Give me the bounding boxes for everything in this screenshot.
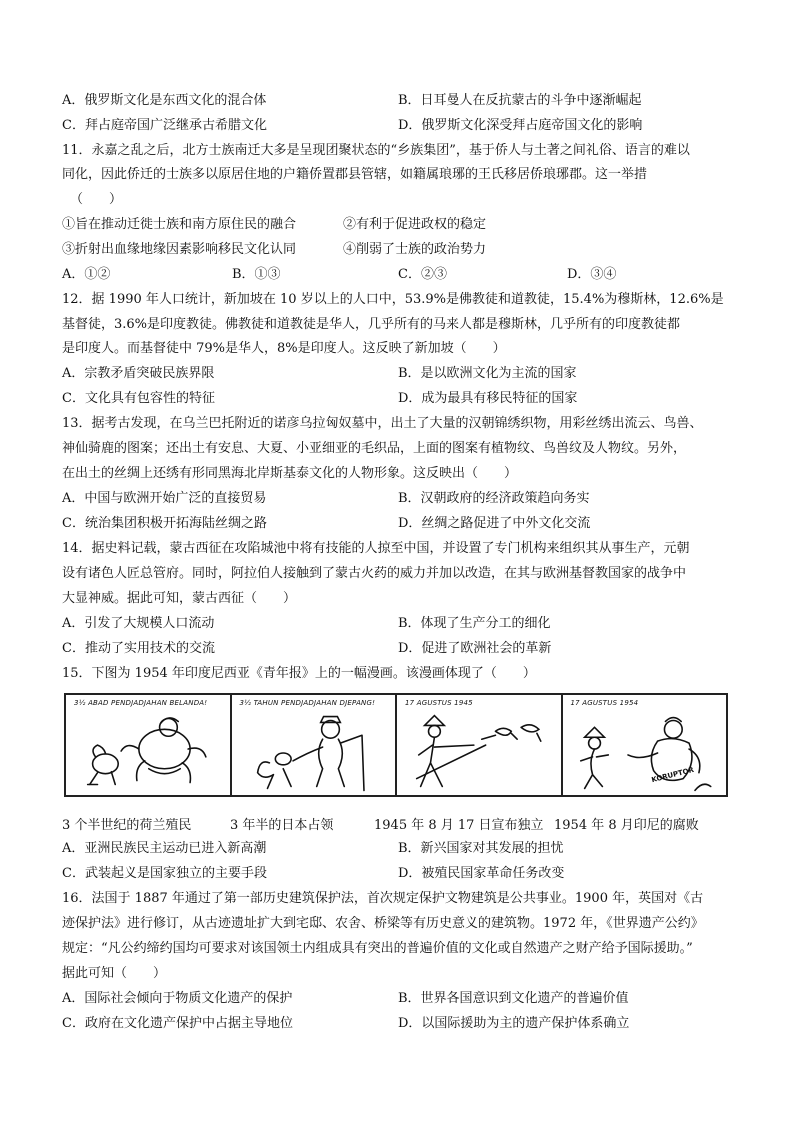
q11-item-1: ①旨在推动迁徙士族和南方原住民的融合 [62, 217, 297, 232]
q11-item-4: ④削弱了士族的政治势力 [343, 242, 487, 257]
comic-captions [62, 817, 699, 834]
q15-option-b: B．新兴国家对其发展的担忧 [398, 841, 564, 856]
panel4-koruptor-label: KORUPTOR [650, 765, 695, 785]
q10-option-d: D．俄罗斯文化深受拜占庭帝国文化的影响 [398, 118, 643, 133]
q13-option-c: C．统治集团积极开拓海陆丝绸之路 [62, 516, 267, 531]
q14-option-d: D．促进了欧洲社会的革新 [398, 641, 552, 656]
q13-option-a: A．中国与欧洲开始广泛的直接贸易 [62, 491, 267, 506]
q15-stem: 15．下图为 1954 年印度尼西亚《青年报》上的一幅漫画。该漫画体现了（ ） [62, 666, 536, 681]
q11-stem-line1: 11．永嘉之乱之后，北方士族南迁大多是呈现团聚状态的“乡族集团”，基于侨人与土著之间礼俗、语言的难以 [62, 143, 690, 158]
q15-option-a: A．亚洲民族民主运动已进入新高潮 [62, 841, 267, 856]
q14-option-a: A．引发了大规模人口流动 [62, 616, 215, 631]
q11-stem-line2: 同化，因此侨迁的士族多以原居住地的户籍侨置郡县管辖，如籍属琅琊的王氏移居侨琅琊郡。这一举措 [62, 167, 648, 182]
q14-option-c: C．推动了实用技术的交流 [62, 641, 215, 656]
panel1-caption: 3½ ABAD PENDJADJAHAN BELANDA! [74, 699, 208, 707]
q14-stem-line2: 设有诸色人匠总管府。同时，阿拉伯人接触到了蒙古火药的威力并加以改造，在其与欧洲基督教国家的战争中 [62, 566, 687, 581]
comic-panel-dutch [66, 695, 232, 795]
panel2-caption: 3½ TAHUN PENDJADJAHAN DJEPANG! [239, 699, 376, 707]
panel3-caption: 17 AGUSTUS 1945 [405, 699, 473, 707]
comic-panel-independence [397, 695, 563, 795]
q11-item-3: ③折射出血缘地缘因素影响移民文化认同 [62, 242, 297, 257]
q14-option-b: B．体现了生产分工的细化 [398, 616, 551, 631]
q10-option-b: B．日耳曼人在反抗蒙古的斗争中逐渐崛起 [398, 93, 642, 108]
panel1-drawing [66, 709, 230, 795]
q14-stem-line1: 14．据史料记载，蒙古西征在攻陷城池中将有技能的人掠至中国，并设置了专门机构来组织其从事生产，元朝 [62, 541, 690, 556]
q11-option-b: B．①③ [232, 267, 281, 282]
q13-stem-line2: 神仙骑鹿的图案；还出土有安息、大夏、小亚细亚的毛织品，上面的图案有植物纹、鸟兽纹及人物纹。另外， [62, 441, 687, 456]
q12-stem-line3: 是印度人。而基督徒中 79%是华人，8%是印度人。这反映了新加坡（ ） [62, 341, 506, 356]
panel4-caption: 17 AGUSTUS 1954 [570, 699, 639, 707]
q12-option-b: B．是以欧洲文化为主流的国家 [398, 366, 577, 381]
comic-panel-corruption [563, 695, 727, 795]
q16-option-b: B．世界各国意识到文化遗产的普遍价值 [398, 991, 629, 1006]
q11-option-c: C．②③ [398, 267, 447, 282]
caption-japanese: 3 年半的日本占领 [230, 818, 334, 833]
panel3-drawing [397, 709, 561, 795]
panel4-drawing [563, 709, 727, 795]
indonesia-comic-strip [64, 693, 728, 797]
q16-option-c: C．政府在文化遗产保护中占据主导地位 [62, 1016, 293, 1031]
q11-option-a: A．①② [62, 267, 111, 282]
q13-stem-line1: 13．据考古发现，在乌兰巴托附近的诺彦乌拉匈奴墓中，出土了大量的汉朝锦绣织物，用彩丝绣出流云、鸟兽、 [62, 416, 703, 431]
caption-corruption: 1954 年 8 月印尼的腐败 [554, 818, 699, 833]
q13-option-d: D．丝绸之路促进了中外文化交流 [398, 516, 591, 531]
caption-independence: 1945 年 8 月 17 日宣布独立 [374, 818, 544, 833]
q16-stem-line3: 规定：“凡公约缔约国均可要求对该国领土内组成具有突出的普遍价值的文化或自然遗产之财产给予国际援助。” [62, 941, 693, 956]
panel2-drawing [232, 709, 396, 795]
q11-blank: （ ） [70, 192, 123, 207]
q15-option-d: D．被殖民国家革命任务改变 [398, 866, 565, 881]
q12-option-a: A．宗教矛盾突破民族界限 [62, 366, 215, 381]
q12-stem-line2: 基督徒，3.6%是印度教徒。佛教徒和道教徒是华人，几乎所有的马来人都是穆斯林，几乎所有的印度教徒都 [62, 317, 681, 332]
q13-stem-line3: 在出土的丝绸上还绣有形同黑海北岸斯基泰文化的人物形象。这反映出（ ） [62, 466, 518, 481]
q12-option-c: C．文化具有包容性的特征 [62, 391, 215, 406]
q16-option-a: A．国际社会倾向于物质文化遗产的保护 [62, 991, 293, 1006]
q10-option-c: C．拜占庭帝国广泛继承古希腊文化 [62, 118, 267, 133]
q16-option-d: D．以国际援助为主的遗产保护体系确立 [398, 1016, 630, 1031]
q16-stem-line4: 据此可知（ ） [62, 966, 167, 981]
q10-option-a: A．俄罗斯文化是东西文化的混合体 [62, 93, 267, 108]
comic-panel-japanese [232, 695, 398, 795]
caption-dutch: 3 个半世纪的荷兰殖民 [62, 818, 192, 833]
q11-option-d: D．③④ [567, 267, 617, 282]
q16-stem-line1: 16．法国于 1887 年通过了第一部历史建筑保护法，首次规定保护文物建筑是公共事业。1900 年，英国对《古 [62, 891, 704, 906]
q14-stem-line3: 大显神威。据此可知，蒙古西征（ ） [62, 591, 297, 606]
q15-option-c: C．武装起义是国家独立的主要手段 [62, 866, 267, 881]
q12-option-d: D．成为最具有移民特征的国家 [398, 391, 578, 406]
q16-stem-line2: 迹保护法》进行修订，从古迹遗址扩大到宅邸、农舍、桥梁等有历史意义的建筑物。1972 年，《世界遗产公约》 [62, 916, 704, 931]
q11-item-2: ②有利于促进政权的稳定 [343, 217, 487, 232]
q13-option-b: B．汉朝政府的经济政策趋向务实 [398, 491, 590, 506]
q12-stem-line1: 12．据 1990 年人口统计，新加坡在 10 岁以上的人口中，53.9%是佛教徒和道教徒，15.4%为穆斯林，12.6%是 [62, 292, 724, 307]
